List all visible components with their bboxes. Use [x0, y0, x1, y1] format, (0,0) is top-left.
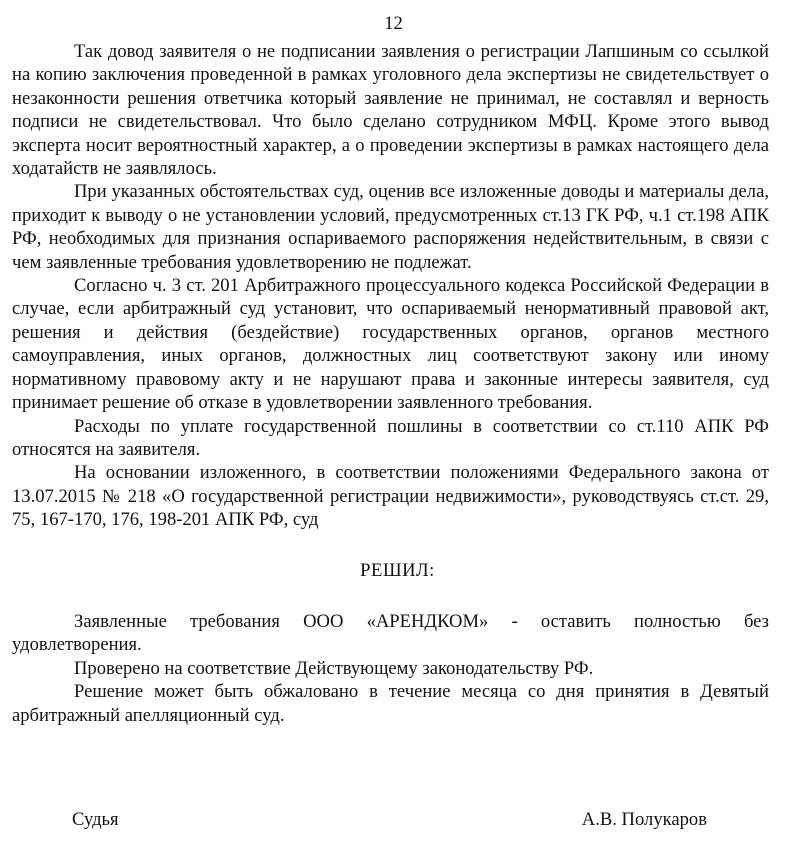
paragraph-court-conclusion: При указанных обстоятельствах суд, оценив все изложенные доводы и материалы дела, приходит к выводу о не установлении условий, предусмотренных ст.13 ГК РФ, ч.1 ст.198 АПК РФ, необходимых для признания оспариваемого распоряжения недействительным, в связи с чем заявленные требования удовлетворению не подлежат.	[12, 181, 769, 273]
paragraph-state-duty: Расходы по уплате государственной пошлины в соответствии со ст.110 АПК РФ относятся на заявителя.	[12, 415, 769, 460]
decision-paragraph-verified: Проверено на соответствие Действующему законодательству РФ.	[74, 657, 594, 679]
page-number: 12	[384, 13, 403, 34]
signature-block	[72, 808, 707, 831]
signature-name: А.В. Полукаров	[581, 809, 707, 830]
decision-paragraph-claims: Заявленные требования ООО «АРЕНДКОМ» - оставить полностью без удовлетворения.	[12, 610, 769, 656]
signature-title: Судья	[72, 809, 119, 830]
decision-heading: РЕШИЛ:	[360, 559, 435, 581]
decision-paragraph-appeal: Решение может быть обжаловано в течение месяца со дня принятия в Девятый арбитражный апелляционный суд.	[12, 681, 769, 726]
paragraph-legal-basis: На основании изложенного, в соответствии положениями Федерального закона от 13.07.2015 № 218 «О государственной регистрации недвижимости», руководствуясь ст.ст. 29, 75, 167-170, 176, 198-201 АПК РФ, суд	[12, 462, 769, 531]
paragraph-expert-argument: Так довод заявителя о не подписании заявления о регистрации Лапшиным со ссылкой на копию заключения проведенной в рамках уголовного дела экспертизы не свидетельствует о незаконности решения ответчика который заявление не принимал, не составлял и верность подписи не свидетельствовал. Что было сделано сотрудником МФЦ. Кроме этого вывод эксперта носит вероятностный характер, а о проведении экспертизы в рамках настоящего дела ходатайств не заявлялось.	[12, 41, 769, 180]
paragraph-apk-201: Согласно ч. 3 ст. 201 Арбитражного процессуального кодекса Российской Федерации в случае, если арбитражный суд установит, что оспариваемый ненормативный правовой акт, решения и действия (бездействие) государственных органов, органов местного самоуправления, иных органов, должностных лиц соответствуют закону или иному нормативному правовому акту и не нарушают права и законные интересы заявителя, суд принимает решение об отказе в удовлетворении заявленного требования.	[12, 275, 769, 414]
